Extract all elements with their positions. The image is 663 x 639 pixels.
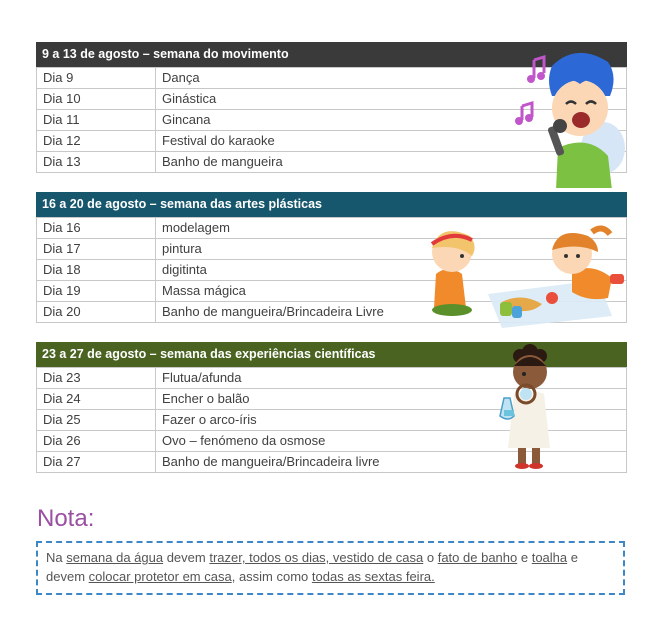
day-cell: Dia 10 <box>37 89 156 110</box>
activity-cell: Flutua/afunda <box>156 368 627 389</box>
nota-text: o <box>423 550 438 565</box>
day-cell: Dia 23 <box>37 368 156 389</box>
nota-underlined-text: fato de banho <box>437 550 518 565</box>
activity-cell: Massa mágica <box>156 281 627 302</box>
nota-text: devem <box>163 550 210 565</box>
nota-title: Nota: <box>37 505 95 532</box>
day-cell: Dia 13 <box>37 152 156 173</box>
activity-cell: Banho de mangueira <box>156 152 627 173</box>
activity-cell: Ginástica <box>156 89 627 110</box>
day-cell: Dia 9 <box>37 68 156 89</box>
girl-scientist-illustration <box>496 340 562 470</box>
nota-text: , assim como <box>231 569 312 584</box>
activity-cell: modelagem <box>156 218 627 239</box>
activity-cell: Banho de mangueira/Brincadeira Livre <box>156 302 627 323</box>
day-cell: Dia 17 <box>37 239 156 260</box>
activity-cell: Ovo – fenómeno da osmose <box>156 431 627 452</box>
day-cell: Dia 18 <box>37 260 156 281</box>
activity-cell: Dança <box>156 68 627 89</box>
nota-box <box>36 541 625 595</box>
activity-cell: Fazer o arco-íris <box>156 410 627 431</box>
activity-cell: Encher o balão <box>156 389 627 410</box>
nota-underlined-text: semana da água <box>66 550 164 565</box>
activity-cell: pintura <box>156 239 627 260</box>
nota-text: e <box>517 550 532 565</box>
nota-underlined-text: todas as sextas feira. <box>311 569 435 584</box>
nota-text: e devem <box>46 550 578 584</box>
day-cell: Dia 11 <box>37 110 156 131</box>
activity-cell: Banho de mangueira/Brincadeira livre <box>156 452 627 473</box>
day-cell: Dia 16 <box>37 218 156 239</box>
day-cell: Dia 12 <box>37 131 156 152</box>
day-cell: Dia 26 <box>37 431 156 452</box>
activity-cell: Gincana <box>156 110 627 131</box>
day-cell: Dia 24 <box>37 389 156 410</box>
boy-singing-illustration <box>508 48 626 188</box>
day-cell: Dia 25 <box>37 410 156 431</box>
activity-cell: digitinta <box>156 260 627 281</box>
day-cell: Dia 27 <box>37 452 156 473</box>
activity-cell: Festival do karaoke <box>156 131 627 152</box>
week-3-header: 23 a 27 de agosto – semana das experiências científicas <box>36 342 627 367</box>
nota-underlined-text: toalha <box>531 550 568 565</box>
nota-text: Na <box>46 550 67 565</box>
day-cell: Dia 19 <box>37 281 156 302</box>
week-2-header: 16 a 20 de agosto – semana das artes plásticas <box>36 192 627 217</box>
day-cell: Dia 20 <box>37 302 156 323</box>
nota-underlined-text: trazer, todos os dias, vestido de casa <box>209 550 424 565</box>
children-painting-illustration <box>422 214 630 330</box>
nota-underlined-text: colocar protetor em casa <box>88 569 232 584</box>
week-1-header: 9 a 13 de agosto – semana do movimento <box>36 42 627 67</box>
